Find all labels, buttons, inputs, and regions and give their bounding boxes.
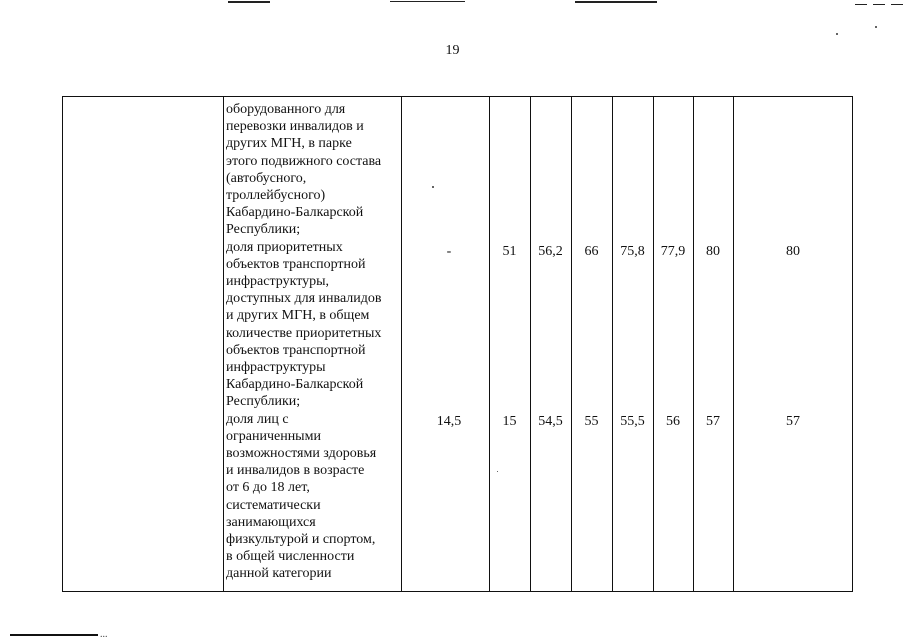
column-divider [571, 97, 572, 591]
scan-artifact-line [855, 4, 867, 5]
table-cell: 57 [786, 414, 800, 429]
description-line: в общей численности [226, 549, 355, 565]
table-cell: 56 [666, 414, 680, 429]
description-line: Республики; [226, 222, 301, 238]
indicator-description [226, 101, 401, 583]
table-cell: 80 [706, 244, 720, 259]
table-cell: 55 [584, 414, 599, 429]
column-divider [223, 97, 224, 591]
scan-artifact-line [891, 4, 903, 5]
description-line: инфраструктуры, [226, 274, 330, 290]
description-line: этого подвижного состава [226, 153, 382, 169]
column-divider [612, 97, 613, 591]
scan-speck [875, 26, 877, 28]
scan-speck [497, 471, 498, 472]
table-cell: - [446, 244, 452, 259]
scan-artifact-line [228, 1, 270, 3]
scan-artifact-line [575, 1, 657, 3]
page-number: 19 [445, 43, 460, 58]
description-line: возможностями здоровья [226, 446, 377, 462]
description-line: доступных для инвалидов [226, 291, 382, 307]
description-line: количестве приоритетных [226, 325, 382, 341]
description-line: Кабардино-Балкарской [226, 377, 364, 393]
scan-artifact-line [390, 1, 465, 2]
description-line: от 6 до 18 лет, [226, 480, 310, 496]
description-line: инфраструктуры [226, 360, 326, 376]
table-cell: 54,5 [538, 414, 563, 429]
data-table [62, 96, 853, 592]
column-divider [733, 97, 734, 591]
footer-rule [10, 634, 98, 636]
description-line: объектов транспортной [226, 342, 366, 358]
description-line: троллейбусного) [226, 188, 326, 204]
description-line: перевозки инвалидов и [226, 119, 364, 135]
column-divider [489, 97, 490, 591]
description-line: других МГН, в парке [226, 136, 352, 152]
description-line: Кабардино-Балкарской [226, 205, 364, 221]
description-line: доля приоритетных [226, 239, 343, 255]
column-divider [530, 97, 531, 591]
description-line: оборудованного для [226, 102, 346, 117]
table-cell: 77,9 [660, 244, 686, 259]
table-cell: 80 [786, 244, 800, 259]
scan-artifact-line [873, 4, 885, 5]
description-line: и инвалидов в возрасте [226, 463, 365, 479]
table-cell: 75,8 [620, 244, 645, 259]
table-cell: 57 [706, 414, 720, 429]
footer-text: ... [100, 629, 108, 640]
description-line: ограниченными [226, 428, 321, 444]
description-line: и других МГН, в общем [226, 308, 370, 324]
scan-speck [836, 33, 838, 35]
scan-speck [432, 186, 434, 188]
description-line: (автобусного, [226, 170, 307, 186]
table-cell: 56,2 [538, 244, 563, 259]
description-line: физкультурой и спортом, [226, 532, 376, 548]
description-line: занимающихся [226, 514, 316, 530]
table-cell: 51 [502, 244, 517, 259]
column-divider [401, 97, 402, 591]
table-cell: 55,5 [620, 414, 645, 429]
description-line: систематически [226, 497, 321, 513]
table-cell: 14,5 [436, 414, 462, 429]
column-divider [653, 97, 654, 591]
description-line: объектов транспортной [226, 256, 366, 272]
table-cell: 66 [584, 244, 599, 259]
table-cell: 15 [502, 414, 517, 429]
description-line: данной категории [226, 566, 332, 582]
column-divider [693, 97, 694, 591]
description-line: доля лиц с [226, 411, 289, 427]
description-line: Республики; [226, 394, 301, 410]
